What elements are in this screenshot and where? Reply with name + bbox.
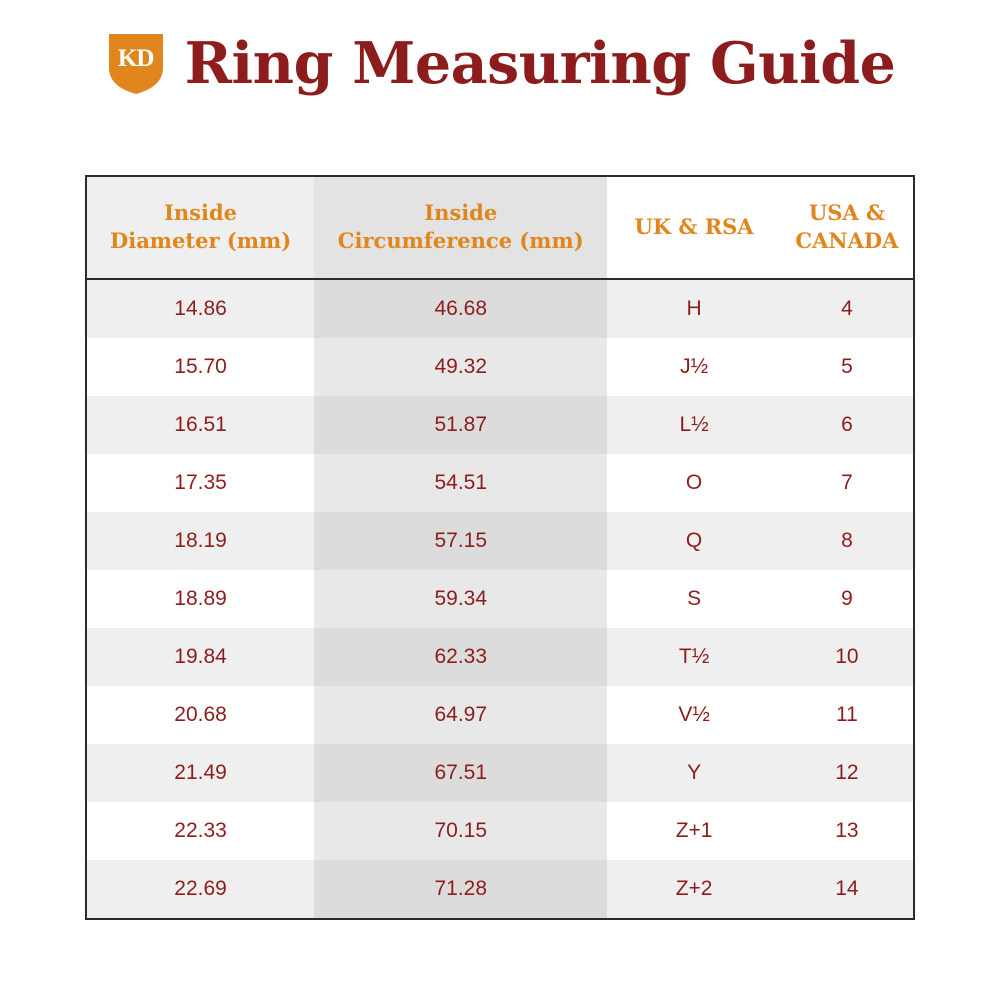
cell-uk-rsa: O bbox=[607, 454, 780, 512]
cell-uk-rsa: Q bbox=[607, 512, 780, 570]
cell-inside-circumference: 46.68 bbox=[314, 279, 607, 338]
cell-uk-rsa: T½ bbox=[607, 628, 780, 686]
table-row bbox=[87, 686, 913, 744]
cell-inside-diameter: 22.69 bbox=[87, 860, 314, 918]
column-header-inside-diameter bbox=[87, 177, 314, 279]
cell-usa-canada: 6 bbox=[781, 396, 913, 454]
cell-inside-circumference: 67.51 bbox=[314, 744, 607, 802]
cell-inside-diameter: 14.86 bbox=[87, 279, 314, 338]
table-row bbox=[87, 628, 913, 686]
cell-inside-diameter: 17.35 bbox=[87, 454, 314, 512]
cell-usa-canada: 8 bbox=[781, 512, 913, 570]
cell-inside-diameter: 22.33 bbox=[87, 802, 314, 860]
table-row bbox=[87, 338, 913, 396]
cell-uk-rsa: V½ bbox=[607, 686, 780, 744]
cell-uk-rsa: Y bbox=[607, 744, 780, 802]
column-header-line: CANADA bbox=[795, 227, 899, 253]
cell-usa-canada: 4 bbox=[781, 279, 913, 338]
brand-logo-text: KD bbox=[117, 45, 154, 72]
cell-uk-rsa: Z+1 bbox=[607, 802, 780, 860]
cell-usa-canada: 12 bbox=[781, 744, 913, 802]
column-header-line: Inside bbox=[164, 200, 238, 225]
cell-inside-diameter: 20.68 bbox=[87, 686, 314, 744]
ring-size-table-container bbox=[85, 175, 915, 920]
column-header-line: Diameter (mm) bbox=[110, 227, 292, 253]
cell-usa-canada: 5 bbox=[781, 338, 913, 396]
table-header bbox=[87, 177, 913, 279]
table-row bbox=[87, 512, 913, 570]
cell-inside-diameter: 18.19 bbox=[87, 512, 314, 570]
table-header-row bbox=[87, 177, 913, 279]
column-header-line: Inside bbox=[424, 200, 498, 225]
table-row bbox=[87, 570, 913, 628]
cell-uk-rsa: H bbox=[607, 279, 780, 338]
page-title: Ring Measuring Guide bbox=[184, 29, 896, 97]
table-row bbox=[87, 860, 913, 918]
cell-inside-circumference: 51.87 bbox=[314, 396, 607, 454]
column-header-line: USA & bbox=[808, 200, 885, 225]
cell-inside-diameter: 21.49 bbox=[87, 744, 314, 802]
column-header-line: Circumference (mm) bbox=[337, 227, 584, 253]
cell-inside-diameter: 16.51 bbox=[87, 396, 314, 454]
table-body bbox=[87, 279, 913, 918]
table-row bbox=[87, 396, 913, 454]
cell-inside-circumference: 62.33 bbox=[314, 628, 607, 686]
cell-uk-rsa: Z+2 bbox=[607, 860, 780, 918]
cell-inside-circumference: 54.51 bbox=[314, 454, 607, 512]
cell-usa-canada: 9 bbox=[781, 570, 913, 628]
column-header-usa-canada bbox=[781, 177, 913, 279]
table-row bbox=[87, 279, 913, 338]
table-row bbox=[87, 744, 913, 802]
page-header bbox=[0, 0, 1000, 96]
cell-inside-circumference: 59.34 bbox=[314, 570, 607, 628]
column-header-inside-circumference bbox=[314, 177, 607, 279]
cell-inside-diameter: 18.89 bbox=[87, 570, 314, 628]
cell-inside-diameter: 15.70 bbox=[87, 338, 314, 396]
cell-inside-circumference: 57.15 bbox=[314, 512, 607, 570]
cell-uk-rsa: J½ bbox=[607, 338, 780, 396]
cell-inside-diameter: 19.84 bbox=[87, 628, 314, 686]
ring-size-table bbox=[87, 177, 913, 918]
column-header-uk-rsa bbox=[607, 177, 780, 279]
table-row bbox=[87, 802, 913, 860]
cell-usa-canada: 14 bbox=[781, 860, 913, 918]
brand-logo bbox=[105, 30, 167, 96]
cell-usa-canada: 11 bbox=[781, 686, 913, 744]
cell-inside-circumference: 71.28 bbox=[314, 860, 607, 918]
column-header-line: UK & RSA bbox=[634, 213, 754, 239]
cell-usa-canada: 10 bbox=[781, 628, 913, 686]
cell-usa-canada: 7 bbox=[781, 454, 913, 512]
cell-inside-circumference: 70.15 bbox=[314, 802, 607, 860]
cell-inside-circumference: 49.32 bbox=[314, 338, 607, 396]
cell-uk-rsa: S bbox=[607, 570, 780, 628]
cell-usa-canada: 13 bbox=[781, 802, 913, 860]
cell-inside-circumference: 64.97 bbox=[314, 686, 607, 744]
table-row bbox=[87, 454, 913, 512]
cell-uk-rsa: L½ bbox=[607, 396, 780, 454]
